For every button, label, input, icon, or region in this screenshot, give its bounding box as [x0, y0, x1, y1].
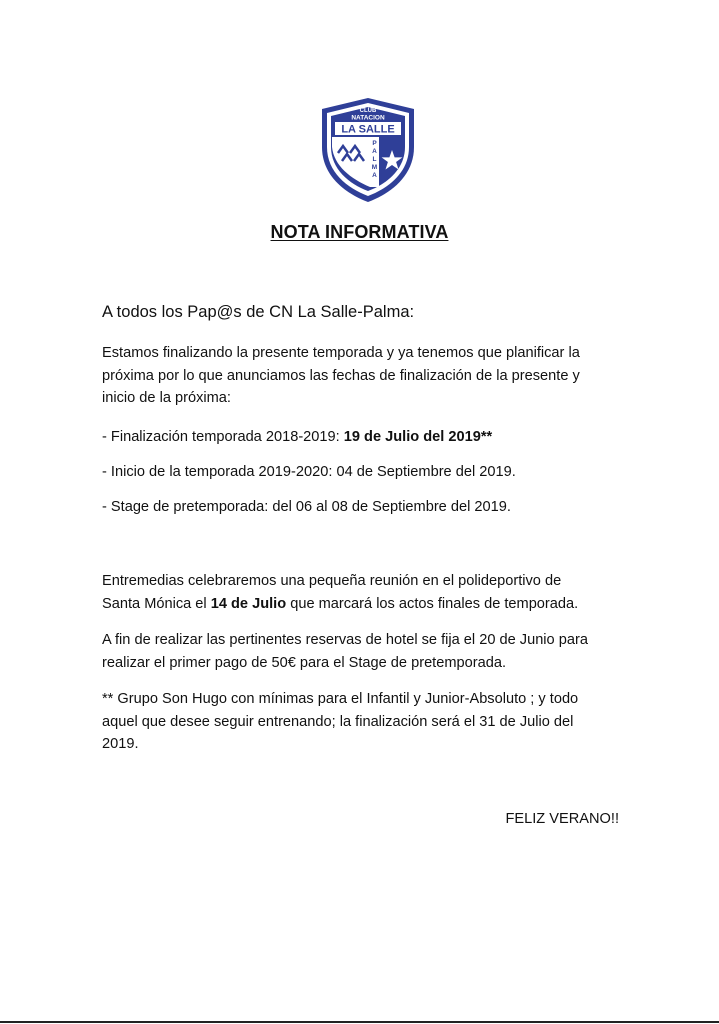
season-end-label: - Finalización temporada 2018-2019:	[102, 429, 344, 445]
meeting-date: 14 de Julio	[210, 595, 287, 612]
intro-line-2: próxima por lo que anunciamos las fechas de finalización de la presente y	[102, 367, 580, 384]
season-start-item: - Inicio de la temporada 2019-2020: 04 de Septiembre del 2019.	[102, 464, 516, 480]
page-bottom-edge	[0, 1021, 719, 1023]
crest-text-club: CLUB	[359, 108, 377, 114]
crest-text-la-salle: LA SALLE	[341, 123, 395, 136]
greeting: A todos los Pap@s de CN La Salle-Palma:	[102, 303, 415, 321]
svg-text:A: A	[372, 148, 377, 155]
club-crest-logo	[318, 95, 418, 205]
season-end-item	[102, 426, 492, 449]
meeting-paragraph	[102, 570, 622, 615]
note-line-3: 2019.	[102, 736, 139, 752]
intro-line-1: Estamos finalizando la presente temporada y ya tenemos que planificar la	[102, 345, 580, 361]
note-line-1: ** Grupo Son Hugo con mínimas para el Infantil y Junior-Absoluto ; y todo	[102, 691, 579, 707]
svg-text:A: A	[372, 172, 377, 179]
meeting-line-2: Santa Mónica el 14 de Julio que marcará los actos finales de temporada.	[102, 595, 579, 612]
signoff: FELIZ VERANO!!	[505, 811, 619, 827]
svg-text:M: M	[371, 164, 378, 171]
hotel-paragraph	[102, 629, 622, 674]
note-line-2: aquel que desee seguir entrenando; la finalización será el 31 de Julio del	[102, 713, 574, 730]
svg-text:P: P	[372, 140, 377, 147]
hotel-line-1: A fin de realizar las pertinentes reservas de hotel se fija el 20 de Junio para	[102, 632, 588, 648]
hotel-line-2: realizar el primer pago de 50€ para el Stage de pretemporada.	[102, 654, 507, 671]
crest-text-natacion: NATACION	[351, 114, 385, 122]
season-end-date: 19 de Julio del 2019**	[343, 429, 493, 445]
preseason-stage-item: - Stage de pretemporada: del 06 al 08 de Septiembre del 2019.	[102, 499, 511, 515]
meeting-line-1: Entremedias celebraremos una pequeña reunión en el polideportivo de	[102, 573, 562, 589]
svg-text:L: L	[372, 156, 377, 163]
intro-paragraph	[102, 342, 622, 410]
note-paragraph	[102, 688, 622, 756]
page-title: NOTA INFORMATIVA	[270, 222, 449, 242]
intro-line-3: inicio de la próxima:	[102, 390, 231, 406]
